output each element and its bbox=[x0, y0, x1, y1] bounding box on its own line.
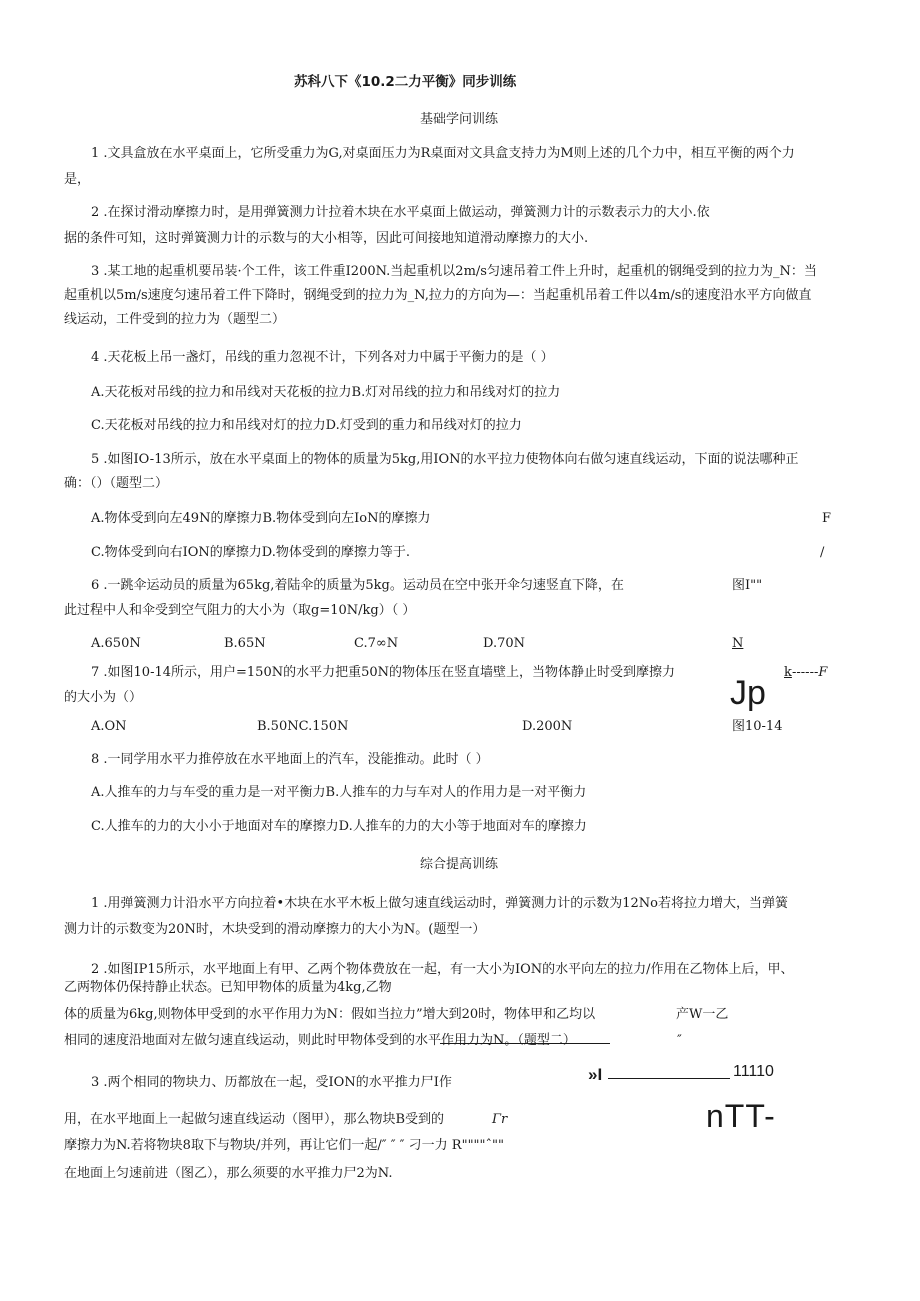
advanced-question-3-line-2: 用，在水平地面上一起做匀速直线运动（图甲），那么物块B受到的 bbox=[64, 1112, 445, 1127]
advanced-question-3-line-3: 摩擦力为N.若将物块8取下与物块/并列，再让它们一起/″ ″ ″ 刁一力 R""""ˆ"" bbox=[64, 1138, 504, 1153]
question-8-stem: 8 .一同学用水平力推停放在水平地面上的汽车，没能推动。此时（ ） bbox=[91, 752, 489, 767]
section-heading-advanced: 综合提高训练 bbox=[420, 857, 499, 872]
question-5-options-ab: A.物体受到向左49N的摩擦力B.物体受到向左IoN的摩擦力 bbox=[91, 511, 431, 526]
question-7-line-2: 的大小为（） bbox=[64, 690, 143, 705]
advanced-question-1-line-1: 1 .用弹簧测力计沿水平方向拉着•木块在水平木板上做匀速直线运动时，弹簧测力计的示数为12No若将拉力增大，当弹簧 bbox=[91, 896, 788, 911]
figure-6-caption: 图I"" bbox=[732, 578, 763, 593]
figure-7-jp: Jp bbox=[730, 674, 766, 712]
question-3-line-3: 线运动，工件受到的拉力为（题型二） bbox=[64, 312, 286, 327]
question-5-line-2: 确：（）（题型二） bbox=[64, 476, 169, 491]
question-7-option-a: A.ON bbox=[91, 719, 127, 734]
figure-c3-arrow: »I bbox=[588, 1065, 603, 1084]
figure-7-k: k bbox=[784, 665, 792, 680]
question-6-option-d: D.70N bbox=[483, 636, 526, 651]
question-3-line-2: 起重机以5m/s速度匀速吊着工件下降时，钢绳受到的拉力为_N,拉力的方向为—：当起重机吊着工件以4m/s的速度沿水平方向做直 bbox=[64, 288, 812, 303]
advanced-question-3-line-1: 3 .两个相同的物块力、历都放在一起，受ION的水平推力尸I作 bbox=[91, 1075, 452, 1090]
question-2-line-1: 2 .在探讨滑动摩擦力时，是用弹簧测力计拉着木块在水平桌面上做运动，弹簧测力计的示数表示力的大小.依 bbox=[91, 205, 710, 220]
figure-c3-number: 11110 bbox=[733, 1063, 774, 1080]
figure-c2-mark: ″ bbox=[677, 1033, 682, 1048]
question-1-line-2: 是， bbox=[64, 172, 91, 187]
advanced-question-1-line-2: 测力计的示数变为20N时，木块受到的滑动摩擦力的大小为N。(题型一） bbox=[64, 922, 486, 937]
advanced-question-2-line-2: 乙两物体仍保持静止状态。已知甲物体的质量为4kg,乙物 bbox=[64, 980, 392, 995]
figure-c3-ntt: nTT- bbox=[706, 1098, 776, 1134]
advanced-question-2-line-1: 2 .如图IP15所示，水平地面上有甲、乙两个物体费放在一起，有一大小为ION的水平向左的拉力/作用在乙物体上后，甲、 bbox=[91, 962, 794, 977]
figure-c3-line bbox=[608, 1078, 730, 1079]
figure-c2-label: 产W一乙 bbox=[676, 1007, 729, 1022]
figure-5-force-label: F bbox=[822, 511, 832, 526]
question-6-option-a: A.650N bbox=[91, 636, 141, 651]
question-8-options-cd: C.人推车的力的大小小于地面对车的摩擦力D.人推车的力的大小等于地面对车的摩擦力 bbox=[91, 819, 587, 834]
figure-7-caption: 图10-14 bbox=[732, 719, 783, 734]
advanced-question-2-line-4: 相同的速度沿地面对左做匀速直线运动，则此时甲物体受到的水平作用力为N。（题型二） bbox=[64, 1033, 576, 1048]
question-6-option-c: C.7∞N bbox=[354, 636, 399, 651]
question-4-options-ab: A.天花板对吊线的拉力和吊线对天花板的拉力B.灯对吊线的拉力和吊线对灯的拉力 bbox=[91, 385, 561, 400]
question-7-option-d: D.200N bbox=[522, 719, 573, 734]
figure-c2-ground-line bbox=[440, 1043, 610, 1044]
question-6-line-2: 此过程中人和伞受到空气阻力的大小为（取g=10N/kg）（ ） bbox=[64, 603, 416, 618]
question-5-options-cd: C.物体受到向右ION的摩擦力D.物体受到的摩擦力等于. bbox=[91, 545, 411, 560]
question-3-line-1: 3 .某工地的起重机要吊装·个工件，该工件重I200N.当起重机以2m/s匀速吊着工件上升时，起重机的钢绳受到的拉力为_N：当 bbox=[91, 264, 817, 279]
figure-7-force: ------F bbox=[792, 665, 828, 680]
figure-5-slash: / bbox=[820, 545, 825, 560]
section-heading-basic: 基础学问训练 bbox=[420, 112, 499, 127]
figure-6-n-label: N bbox=[732, 636, 744, 651]
question-5-line-1: 5 .如图IO-13所示，放在水平桌面上的物体的质量为5kg,用ION的水平拉力使物体向右做匀速直线运动，下面的说法哪种正 bbox=[91, 452, 799, 467]
page-title: 苏科八下《10.2二力平衡》同步训练 bbox=[294, 74, 517, 90]
question-6-option-b: B.65N bbox=[224, 636, 266, 651]
question-2-line-2: 据的条件可知，这时弹簧测力计的示数与的大小相等，因此可间接地知道滑动摩擦力的大小. bbox=[64, 231, 589, 246]
advanced-question-2-line-3: 体的质量为6kg,则物体甲受到的水平作用力为N：假如当拉力”增大到20时，物体甲和乙均以 bbox=[64, 1007, 596, 1022]
question-1-line-1: 1 .文具盒放在水平桌面上，它所受重力为G,对桌面压力为R桌面对文具盒支持力为M则上述的几个力中，相互平衡的两个力 bbox=[91, 146, 795, 161]
question-7-line-1: 7 .如图10-14所示，用户=150N的水平力把重50N的物体压在竖直墙壁上，当物体静止时受到摩擦力 bbox=[91, 665, 676, 680]
question-8-options-ab: A.人推车的力与车受的重力是一对平衡力B.人推车的力与车对人的作用力是一对平衡力 bbox=[91, 785, 587, 800]
question-4-stem: 4 .天花板上吊一盏灯，吊线的重力忽视不计，下列各对力中属于平衡力的是（ ） bbox=[91, 350, 554, 365]
figure-c3-gamma: Γr bbox=[492, 1112, 508, 1127]
question-6-line-1: 6 .一跳伞运动员的质量为65kg,着陆伞的质量为5kg。运动员在空中张开伞匀速竖直下降，在 bbox=[91, 578, 624, 593]
question-7-option-bc: B.50NC.150N bbox=[257, 719, 349, 734]
advanced-question-3-line-4: 在地面上匀速前进（图乙），那么须要的水平推力尸2为N. bbox=[64, 1166, 393, 1181]
question-4-options-cd: C.天花板对吊线的拉力和吊线对灯的拉力D.灯受到的重力和吊线对灯的拉力 bbox=[91, 418, 522, 433]
